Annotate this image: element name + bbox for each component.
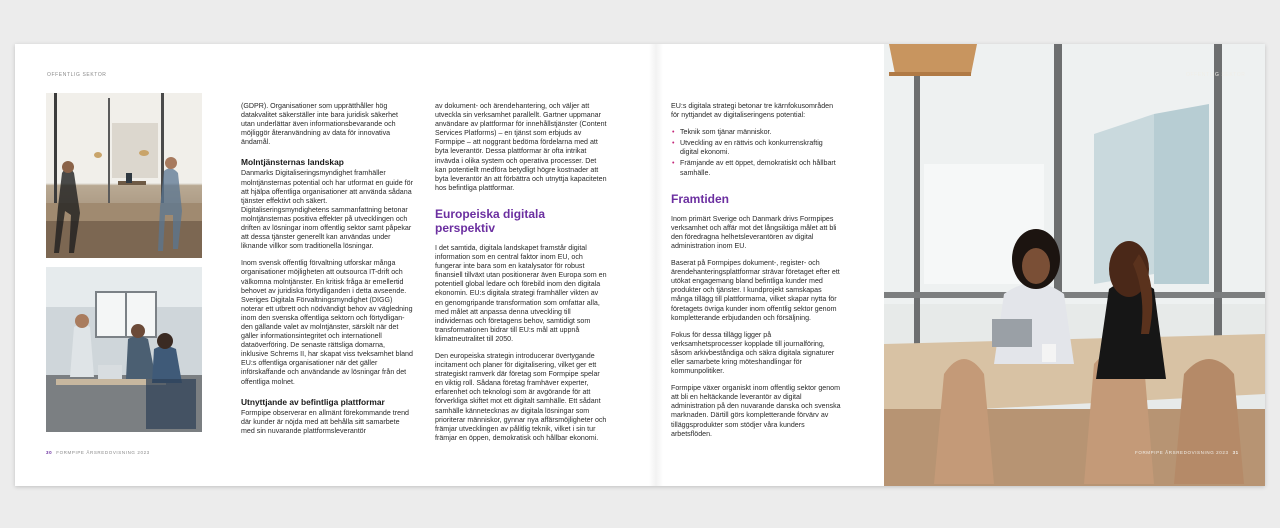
page-gutter [649,44,663,486]
footer-right [1135,450,1239,455]
text-column-1 [241,102,413,444]
page-number-right: 31 [1232,450,1239,455]
paragraph: I det samtida, digitala landskapet framstår digital information som en central faktor inom EU, och fungerar inte bara som en katalysator för robust finansiell tillväxt utan positionerar även Europa som en potentiell global ledare och förebild inom den digitala ekonomin. EU:s digitala strategi framhäller vikten av en genomgripande transformation som omfattar alla, med målet att anpassa denna utveckling till individernas och företagens behov, samtidigt som transformationen bidrar till EU:s mål att uppnå klimatneutralitet till 2050. [435,243,607,343]
list-item: • Teknik som tjänar människor. [671,128,843,137]
text-column-3 [671,102,843,447]
office-corridor-photo [46,93,202,258]
paragraph: Danmarks Digitaliseringsmyndighet framhäller molntjänsternas potential och har utformat en guide för att hjälpa offentliga organisationer att använda sådana tjänster effektivt och säkert. Digitaliseringsmyndighetens sammanfattning betonar molntjänsternas positiva effekter på utvecklingen och driften av lösningar inom offentlig sektor samt påpekar att dessa tjänster generellt kan användas under liknande villkor som traditionella lösningar. [241,169,413,251]
paragraph: Formpipe växer organiskt inom offentlig sektor genom att bli en heltäckande leverantör av digital administration på den nuvarande danska och svenska marknaden. Därtill görs kompletterande förvärv av tilläggsprodukter som stödjer våra kunders arbetsflöden. [671,384,841,438]
paragraph: Inom primärt Sverige och Danmark drivs Formpipes verksamhet och affär mot det långsiktiga målet att bli den föredragna helhetsleverantören av digital administration inom EU. [671,214,837,250]
paragraph: Inom svensk offentlig förvaltning utforskar många organisationer möjligheten att outsourca IT-drift och välkomna molntjänster. En kritisk fråga är emellertid behovet av juridiska förtydliganden i detta avseende. Sveriges Digitala Förvaltningsmyndighet (DIGG) noterar ett utbrett och nödvändigt behov av vägledning inom den svenska offentliga sektorn och förtydligan-den gällande valet av molntjänster, särskilt när det gäller informationsintegritet och internationell dataöverföring. De senaste rättsliga domarna, inklusive Schrems II, har skapat viss tveksamhet bland EU:s offentliga organisationer när det gäller införskaffande och användande av lösningar från det offentliga molnet. [241,259,413,386]
paragraph: EU:s digitala strategi betonar tre kärnfokusområden för nyttjandet av digitaliseringens potential: [671,102,834,120]
list-item: • Främjande av ett öppet, demokratiskt och hållbart samhälle. [671,159,843,177]
section-label-right: OFFENTLIG SEKTOR [1186,72,1246,78]
text-column-2 [435,102,607,451]
document-spread [15,44,1265,486]
paragraph: Den europeiska strategin introducerar övertygande incitament och planer för digitalisering, vilket ger ett strategiskt ramverk där företag som Formpipe spelar en viktig roll. Sådana företag framhäver experter, erfarenhet och teknologi som är avgörande för att förverkliga skiftet mot ett digitalt samhälle. Ett sådant samhälle kännetecknas av digitala lösningar som prioriterar människor, gynnar nya affärsmöjligheter och främjar utvecklingen av pålitlig teknik, vilket i sin tur främjar en öppen, demokratisk och hållbar ekonomi. [435,351,607,442]
heading-europeiska-perspektiv [435,207,607,235]
paragraph: Fokus för dessa tillägg ligger på verksamhetsprocesser kopplade till journalföring, såsom arkivbeståndiga och säkra digitala signaturer eller samarbete kring möteshandlingar för kommunpolitiker. [671,330,835,376]
heading-befintliga-plattformar: Utnyttjande av befintliga plattformar [241,396,385,407]
list-item: • Utveckling av en rättvis och konkurrenskraftig digital ekonomi. [671,139,843,157]
paragraph: Formpipe observerar en allmänt förekommande trend där kunder är nöjda med att behålla sitt samarbete med sin nuvarande plattformsleverantör [241,408,409,435]
women-meeting-photo [884,44,1265,486]
heading-molntjanster: Molntjänsternas landskap [241,157,344,168]
focus-area-list [671,128,843,177]
footer-title-left: FORMPIPE ÅRSREDOVISNING 2023 [56,450,150,455]
heading-framtiden: Framtiden [671,191,730,206]
office-meeting-photo [46,267,202,432]
footer-left [46,450,150,455]
paragraph: av dokument- och ärendehantering, och väljer att utveckla sin verksamhet parallellt. Gartner uppmanar användare av plattformar för innehållstjänster (Content Services Platforms) – en tjänst som erbjuds av Formpipe – att noggrant bedöma fördelarna med att byta leverantör. Dessa plattformar är ofta intrikat invävda i olika system och operativa processer. Det kan potentiellt medföra betydligt högre kostnader att byta leverantör än att förbättra och utnyttja kapaciteten hos befintliga plattformar. [435,102,607,192]
paragraph: (GDPR). Organisationer som upprätthåller hög datakvalitet säkerställer inte bara juridisk säkerhet utan underlättar även informationsbevarande och möjliggör återanvändning av data för innovativa ändamål. [241,102,398,147]
page-number-left: 30 [46,450,53,455]
heading-plain-part: Europeiska digitala [435,206,546,221]
footer-title-right: FORMPIPE ÅRSREDOVISNING 2023 [1135,450,1229,455]
heading-accent-part: perspektiv [435,220,496,235]
paragraph: Baserat på Formpipes dokument-, register- och ärendehanteringsplattformar strävar företaget efter ett utökat engagemang bland befintliga kunder med produkter och tjänster. I kundprojekt samskapas många tillägg till plattformarna, vilket skapar nytta för företagets övriga kunder inom offentlig sektor genom kompletterande erbjudanden och försäljning. [671,259,840,322]
section-label-left: OFFENTLIG SEKTOR [47,72,107,78]
